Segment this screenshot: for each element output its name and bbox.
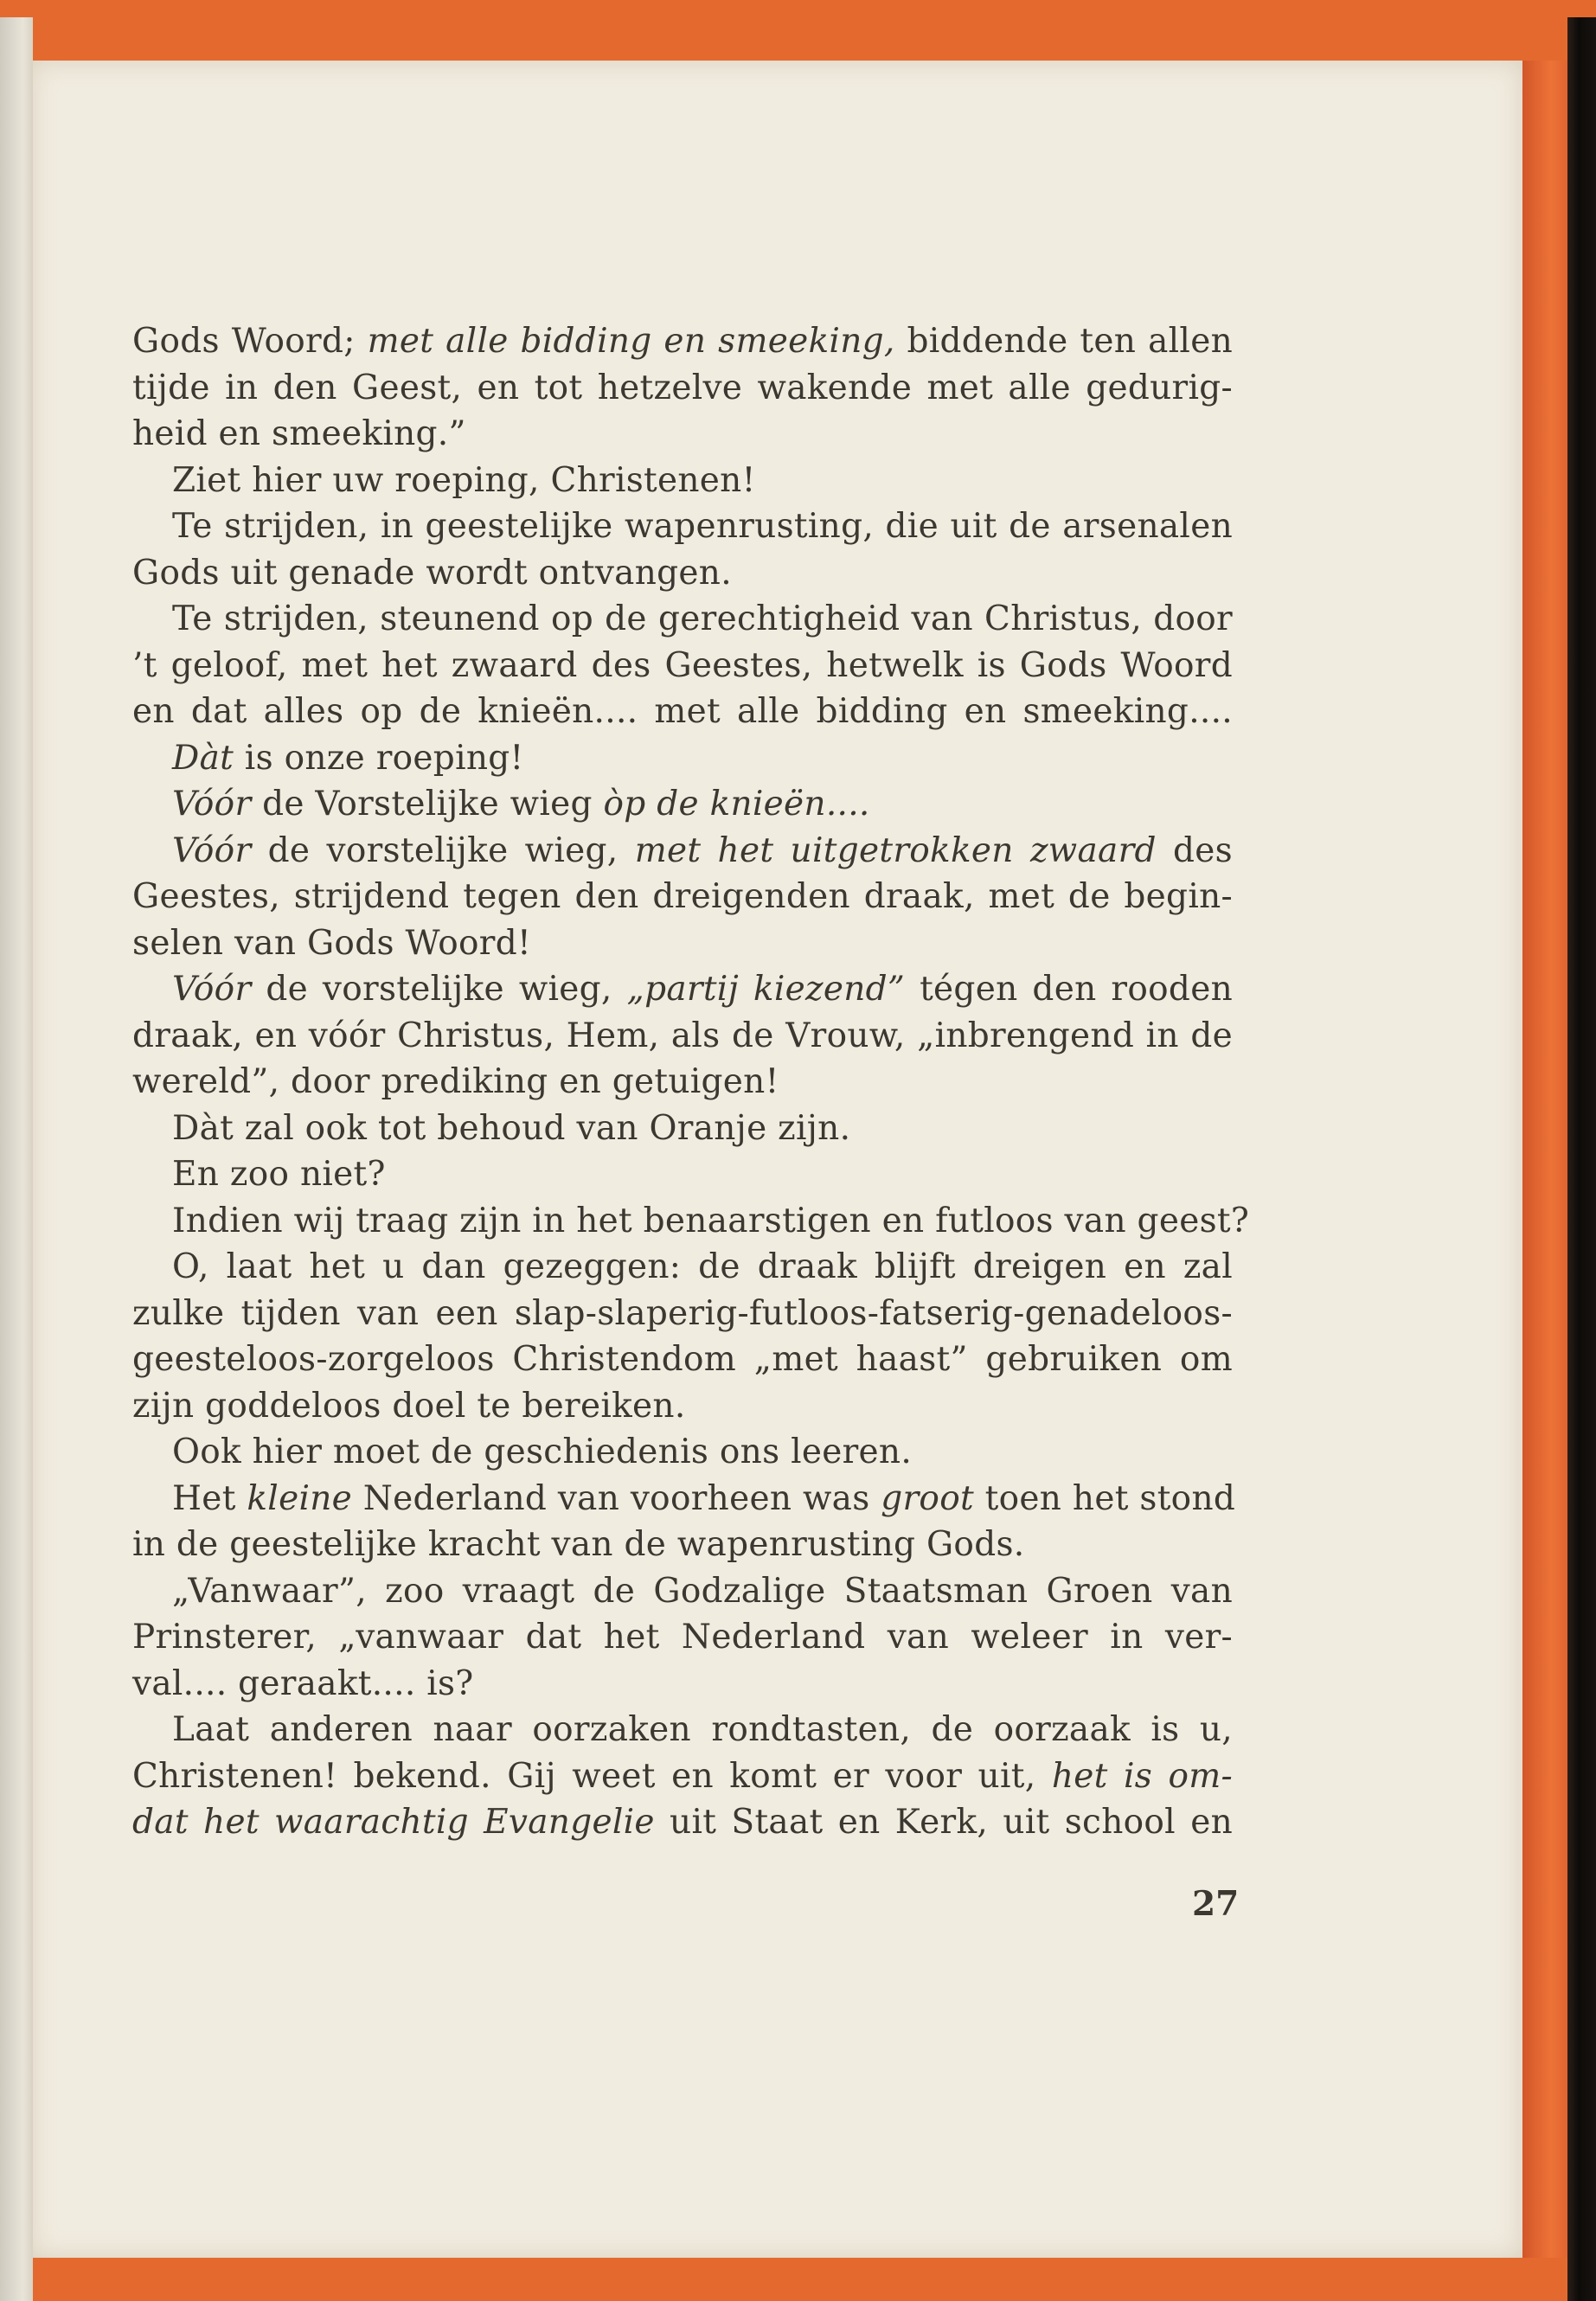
text-line: Te strijden, in geestelijke wapenrusting, die uit de arsenalen (172, 507, 1233, 546)
text-line: Ook hier moet de geschiedenis ons leeren. (172, 1433, 913, 1471)
text-line: tijde in den Geest, en tot hetzelve wakende met alle gedurig- (132, 368, 1233, 407)
text-line: en dat alles op de knieën.... met alle bidding en smeeking.... (132, 692, 1233, 731)
text-line: Dàt is onze roeping! (172, 738, 524, 778)
text-line: Vóór de Vorstelijke wieg òp de knieën.... (172, 785, 870, 824)
text-line: geesteloos-zorgeloos Christendom „met haast” gebruiken om (132, 1340, 1233, 1379)
text-line: Vóór de vorstelijke wieg, „partij kiezend” tégen den rooden (172, 970, 1233, 1009)
text-line: Laat anderen naar oorzaken rondtasten, de oorzaak is u, (172, 1710, 1233, 1749)
text-line: draak, en vóór Christus, Hem, als de Vrouw, „inbrengend in de (132, 1016, 1233, 1055)
page-number: 27 (1192, 1884, 1240, 1924)
text-line: En zoo niet? (172, 1155, 386, 1194)
text-line: Christenen! bekend. Gij weet en komt er voor uit, het is om- (132, 1756, 1233, 1796)
binding-gutter (0, 17, 33, 2301)
body-text (132, 318, 1250, 1846)
book-spine-edge (1567, 17, 1596, 2301)
text-line: Prinsterer, „vanwaar dat het Nederland van weleer in ver- (132, 1618, 1233, 1657)
text-line: O, laat het u dan gezeggen: de draak blijft dreigen en zal (172, 1247, 1233, 1286)
text-line: selen van Gods Woord! (132, 923, 531, 963)
text-line: in de geestelijke kracht van de wapenrusting Gods. (132, 1525, 1025, 1564)
text-line: zijn goddeloos doel te bereiken. (132, 1386, 686, 1426)
text-line: Dàt zal ook tot behoud van Oranje zijn. (172, 1108, 851, 1148)
text-line: Vóór de vorstelijke wieg, met het uitgetrokken zwaard des (172, 830, 1233, 870)
text-line: heid en smeeking.” (132, 414, 466, 453)
cover-edge-shade (1522, 61, 1570, 2258)
text-line: Gods uit genade wordt ontvangen. (132, 553, 732, 593)
text-line: Te strijden, steunend op de gerechtigheid van Christus, door (172, 599, 1233, 638)
text-line: dat het waarachtig Evangelie uit Staat en Kerk, uit school en (132, 1803, 1233, 1842)
text-line: wereld”, door prediking en getuigen! (132, 1062, 779, 1101)
text-line: „Vanwaar”, zoo vraagt de Godzalige Staatsman Groen van (172, 1571, 1233, 1611)
text-line: zulke tijden van een slap-slaperig-futloos-fatserig-genadeloos- (132, 1293, 1233, 1333)
text-line: val.... geraakt.... is? (132, 1663, 474, 1703)
text-line: Geestes, strijdend tegen den dreigenden draak, met de begin- (132, 877, 1233, 916)
text-line: ’t geloof, met het zwaard des Geestes, hetwelk is Gods Woord (132, 645, 1233, 685)
text-line: Indien wij traag zijn in het benaarstigen en futloos van geest? (172, 1201, 1250, 1240)
text-line: Het kleine Nederland van voorheen was groot toen het stond (172, 1478, 1236, 1518)
text-line: Ziet hier uw roeping, Christenen! (172, 460, 756, 500)
text-line: Gods Woord; met alle bidding en smeeking, biddende ten allen (132, 322, 1233, 361)
